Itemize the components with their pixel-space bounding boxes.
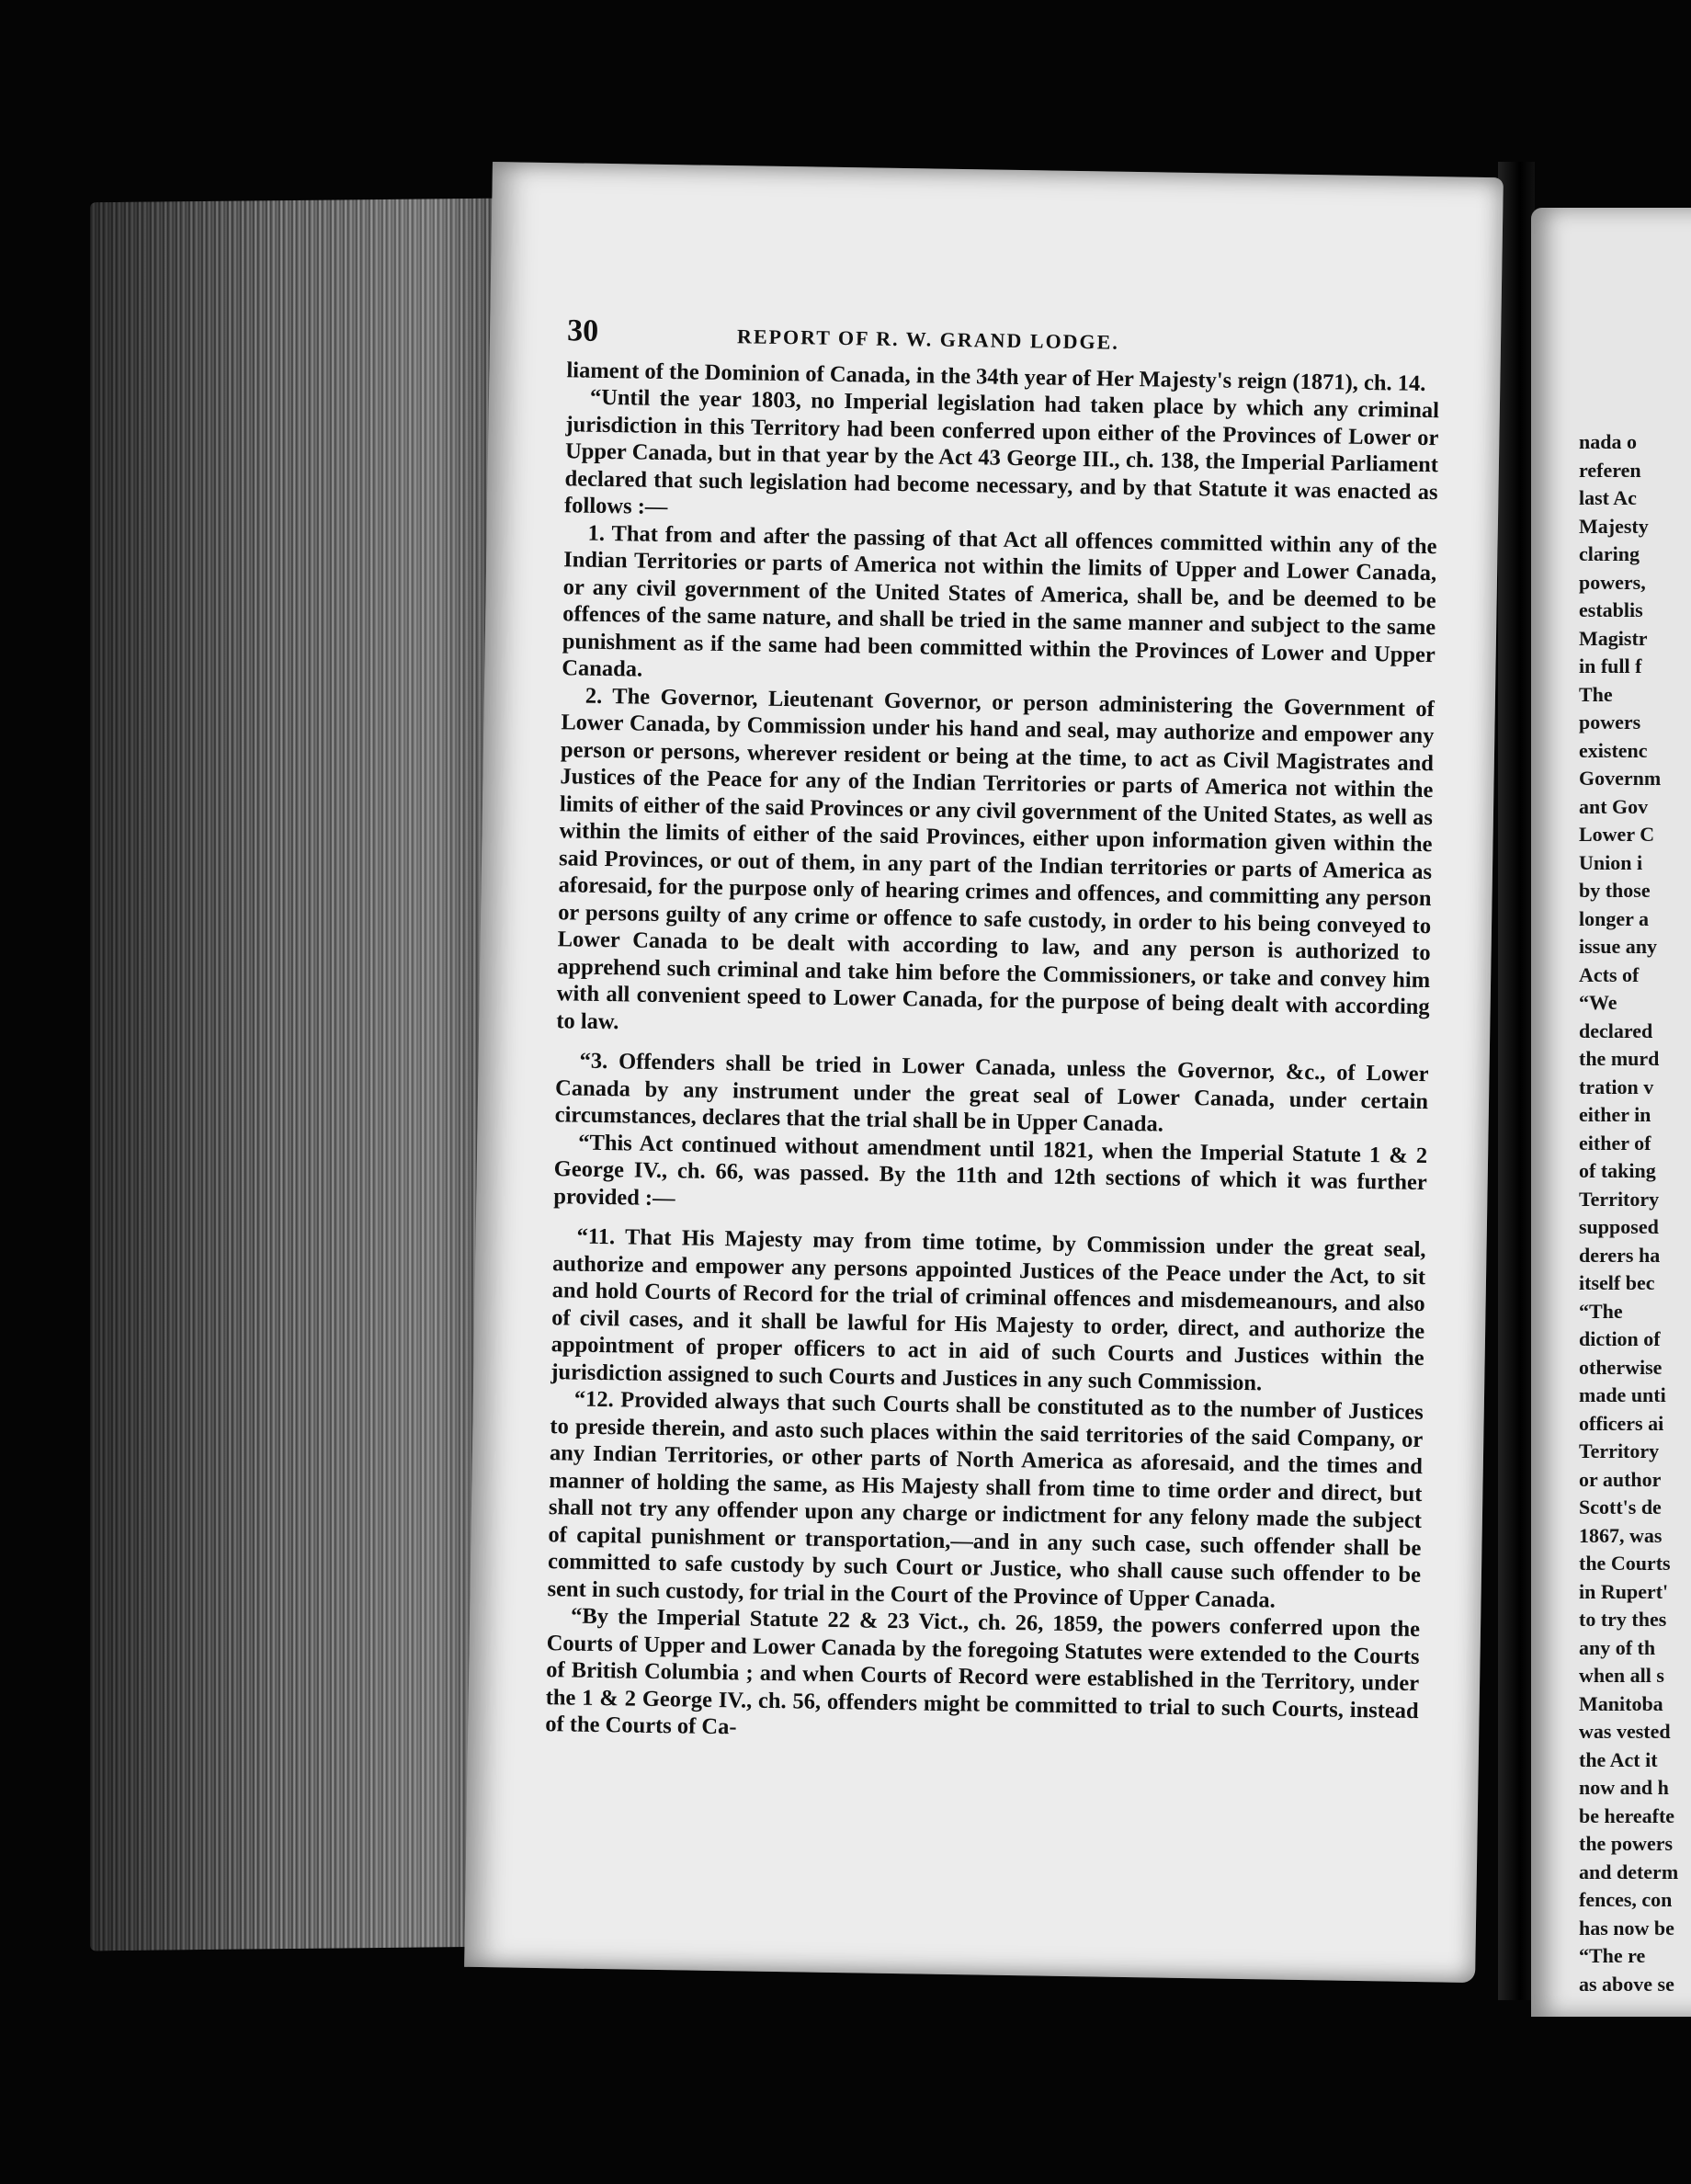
right-page-line: ant Gov <box>1579 794 1649 818</box>
running-head-title: REPORT OF R. W. GRAND LODGE. <box>736 324 1120 354</box>
right-page-line: either of <box>1579 1131 1651 1155</box>
right-page-line: establis <box>1579 598 1643 621</box>
right-page-line: fences, con <box>1579 1888 1673 1911</box>
paragraph: “This Act continued without amendment until 1821, when the Imperial Statute 1 & 2 George IV., ch. 66, was passed. By the 11th and 12th sections of which it was further provided :— <box>553 1130 1428 1211</box>
right-page-line: Manitoba <box>1579 1691 1663 1715</box>
right-page-line: Acts of <box>1579 962 1640 986</box>
right-page-line: Scott's de <box>1579 1496 1662 1519</box>
right-page-line: declared <box>1579 1018 1653 1042</box>
right-page-line: the Courts <box>1579 1552 1671 1575</box>
right-page-line: The <box>1579 682 1613 706</box>
right-page-line: Majesty <box>1579 514 1649 538</box>
right-page-line: has now be <box>1579 1916 1674 1939</box>
right-page-line: issue any <box>1579 935 1657 958</box>
left-page <box>464 162 1504 1983</box>
right-page-line: otherwise <box>1579 1355 1663 1379</box>
paragraph-continuation: liament of the Dominion of Canada, in the 34th year of Her Majesty's reign (1871), ch. 14. <box>566 357 1426 396</box>
right-page-line: last Ac <box>1579 486 1637 509</box>
paragraph-section-1: 1. That from and after the passing of that Act all offences committed within any of the Indian Territories or parts of America not within the limits of Upper and Lower Canada, or any civil government of the United States of America, shall be, and be deemed to be offences of the same nature, and shall be tried in the same manner and subject to the same punishment as if the same had been committed within the Provinces of Lower and Upper Canada. <box>562 520 1437 682</box>
paragraph-section-2: 2. The Governor, Lieutenant Governor, or person administering the Government of Lower Canada, by Commission under his hand and seal, may authorize and empower any person or persons, wherever resident or being at the time, to act as Civil Magistrates and Justices of the Peace for any of the Indian Territories or parts of America not within the limits of either of the said Provinces or any civil government of the United States, as well as within the limits of either of the said Provinces, either upon information given within the said Provinces, or out of them, in any part of the Indian territories or parts of America as aforesaid, for the purpose only of hearing crimes and offences, and committing any person or persons guilty of any crime or offence to safe custody, in order to his being conveyed to Lower Canada to be dealt with according to law, and any person is authorized to apprehend such criminal and take him before the Commissioners, or take and convey him with all convenient speed to Lower Canada, for the purpose of being dealt with according to law. <box>556 683 1435 1034</box>
right-page-line: “The re <box>1579 1944 1646 1967</box>
right-page-line: the Act it <box>1579 1747 1658 1771</box>
right-page-line: to try thes <box>1579 1608 1667 1631</box>
right-page-line: in Rupert' <box>1579 1579 1669 1603</box>
right-page-line: derers ha <box>1579 1243 1661 1267</box>
right-page-line: officers ai <box>1579 1411 1664 1435</box>
right-page-line: of taking <box>1579 1159 1656 1182</box>
right-page-line: supposed <box>1579 1215 1659 1238</box>
right-page-line: the murd <box>1579 1047 1660 1070</box>
page-text-block <box>545 313 1440 1751</box>
paragraph: “Until the year 1803, no Imperial legislation had taken place by which any criminal jurisdiction in this Territory had been conferred upon either of the Provinces of Lower or Upper Canada, but in that year by the Act 43 George III., ch. 138, the Imperial Parliament declared that such legislation had become necessary, and by that Statute it was enacted as follows :— <box>563 384 1440 520</box>
right-page-line: powers <box>1579 711 1641 734</box>
right-page-line: “The <box>1579 1299 1623 1323</box>
right-page-line: longer a <box>1579 906 1649 930</box>
right-page-line: nada o <box>1579 430 1637 453</box>
right-page-line: or author <box>1579 1467 1662 1491</box>
right-page-line: referen <box>1579 458 1641 482</box>
right-page-line: by those <box>1579 879 1651 902</box>
paragraph-section-3: “3. Offenders shall be tried in Lower Canada, unless the Governor, &c., of Lower Canada by any instrument under the great seal of Lower Canada, under certain circumstances, declares that the trial shall be in Upper Canada. <box>554 1048 1429 1137</box>
right-page-line: any of th <box>1579 1635 1656 1659</box>
right-page-line: Magistr <box>1579 626 1648 650</box>
right-page-line: was vested <box>1579 1720 1671 1743</box>
right-page-line: powers, <box>1579 570 1646 594</box>
right-page-text <box>1579 428 1678 1998</box>
right-page-line: now and h <box>1579 1776 1669 1799</box>
right-page-line: and determ <box>1579 1860 1679 1883</box>
right-page-line: claring <box>1579 542 1640 565</box>
right-page-line: diction of <box>1579 1327 1661 1350</box>
right-page-line: Lower C <box>1579 823 1655 846</box>
right-page-line: itself bec <box>1579 1271 1655 1294</box>
paragraph: “By the Imperial Statute 22 & 23 Vict., ch. 26, 1859, the powers conferred upon the Courts of Upper and Lower Canada by the foregoing Statutes were extended to the Courts of British Columbia ; and when Courts of Record were established in the Territory, under the 1 & 2 George IV., ch. 56, offenders might be committed to trial to such Courts, instead of the Courts of Ca- <box>545 1603 1421 1740</box>
book-gutter <box>1498 162 1535 2000</box>
book-page-edges <box>90 199 494 1951</box>
right-page-line: the powers <box>1579 1832 1674 1855</box>
right-page-line: as above se <box>1579 1972 1674 1996</box>
paragraph-section-12: “12. Provided always that such Courts shall be constituted as to the number of Justices to preside therein, and asto such places within the said territories of the said Company, or any Indian Territories, or other parts of North America as aforesaid, and the times and manner of holding the same, as His Majesty shall from time to time order and direct, but shall not try any offender upon any charge or indictment for any felony made the subject of capital punishment or transportation,—and in any such case, such offender shall be committed to safe custody by such Court or Justice, who shall cause such offender to be sent in such custody, for trial in the Court of the Province of Upper Canada. <box>547 1386 1424 1613</box>
right-page-line: tration v <box>1579 1075 1654 1098</box>
right-page-line: 1867, was <box>1579 1523 1663 1547</box>
right-page-line: be hereafte <box>1579 1803 1675 1827</box>
right-page-line: Governm <box>1579 767 1662 790</box>
right-page-line: in full f <box>1579 654 1642 677</box>
right-page-line: Territory <box>1579 1439 1660 1462</box>
right-page-line: either in <box>1579 1103 1651 1126</box>
right-page-line: made unti <box>1579 1383 1666 1406</box>
right-page-line: Union i <box>1579 850 1643 874</box>
page-number: 30 <box>566 313 599 348</box>
paragraph-section-11: “11. That His Majesty may from time totime, by Commission under the great seal, authorize and empower any persons appointed Justices of the Peace under the Act, to sit and hold Courts of Record for the trial of criminal offences and misdemeanours, and also of civil cases, and it shall be lawful for His Majesty to order, direct, and authorize the appointment of proper officers to act in aid of such Courts and Justices within the jurisdiction assigned to such Courts and Justices in any such Commission. <box>550 1223 1426 1395</box>
right-page-line: existenc <box>1579 738 1648 762</box>
right-page-line: when all s <box>1579 1664 1664 1687</box>
right-page-fragment <box>1531 208 1691 2017</box>
right-page-line: “We <box>1579 991 1617 1014</box>
running-head <box>566 313 1440 360</box>
right-page-line: Territory <box>1579 1187 1660 1211</box>
